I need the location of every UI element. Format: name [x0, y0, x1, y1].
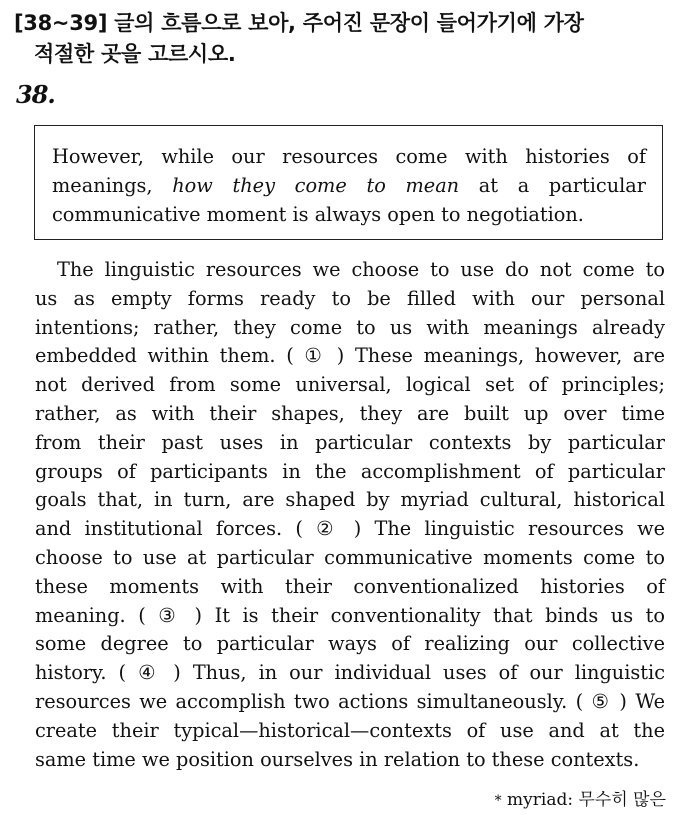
given-sentence-box: [34, 125, 663, 240]
passage-line: create their typical—historical—contexts of use and at the: [35, 718, 665, 742]
passage-line: these moments with their conventionalized histories of: [35, 574, 665, 598]
given-sentence-line-3: communicative moment is always open to negotiation.: [52, 203, 584, 226]
footnote-text: myriad: 무수히 많은: [501, 790, 666, 810]
passage-line: resources we accomplish two actions simultaneously. ( ⑤ ) We: [35, 689, 665, 713]
passage-line: intentions; rather, they come to us with meanings already: [35, 315, 665, 339]
footnote-marker: *: [494, 793, 502, 809]
instruction-line-2: 적절한 곳을 고르시오.: [34, 42, 236, 66]
given-sentence-line-2-post: at a particular: [459, 174, 646, 197]
footnote: [495, 785, 666, 810]
reading-passage: [35, 256, 665, 774]
question-number: 38.: [16, 80, 55, 109]
passage-line: groups of participants in the accomplishment of particular: [35, 459, 665, 483]
passage-line: embedded within them. ( ① ) These meanings, however, are: [35, 344, 665, 368]
given-sentence-line-2-pre: meanings,: [52, 174, 173, 197]
passage-line: history. ( ④ ) Thus, in our individual uses of our linguistic: [35, 661, 665, 685]
passage-line: goals that, in turn, are shaped by myriad cultural, historical: [35, 488, 665, 512]
passage-line: choose to use at particular communicative moments come to: [35, 545, 665, 569]
passage-line: us as empty forms ready to be filled with our personal: [35, 286, 665, 310]
instruction-line-1: [38~39] 글의 흐름으로 보아, 주어진 문장이 들어가기에 가장: [14, 11, 584, 35]
passage-line: and institutional forces. ( ② ) The linguistic resources we: [35, 517, 665, 541]
passage-line: some degree to particular ways of realizing our collective: [35, 632, 665, 656]
given-sentence-line-2: [52, 171, 646, 200]
passage-line: from their past uses in particular contexts by particular: [35, 430, 665, 454]
passage-line: The linguistic resources we choose to use do not come to: [57, 258, 665, 281]
passage-line: rather, as with their shapes, they are built up over time: [35, 401, 665, 425]
question-instruction: [14, 8, 670, 70]
passage-line: not derived from some universal, logical set of principles;: [35, 373, 665, 397]
given-sentence-italic-phrase: how they come to mean: [172, 174, 460, 197]
given-sentence-line-1: However, while our resources come with histories of: [52, 145, 646, 168]
passage-line: same time we position ourselves in relation to these contexts.: [35, 747, 640, 771]
passage-line: meaning. ( ③ ) It is their conventionality that binds us to: [35, 603, 665, 627]
